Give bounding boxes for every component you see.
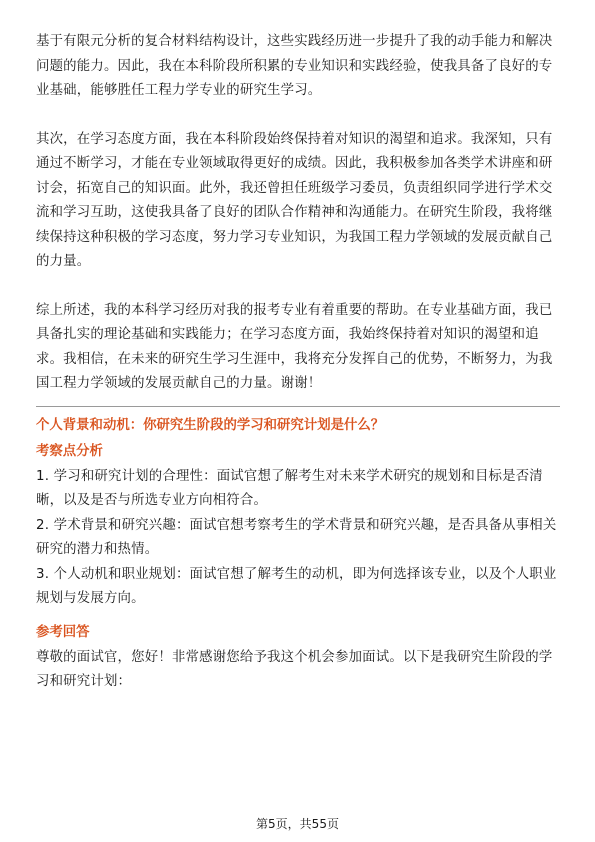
page-footer: 第5页，共55页 [256,817,339,831]
section-divider [36,406,560,407]
analysis-item: 1. 学习和研究计划的合理性：面试官想了解考生对未来学术研究的规划和目标是否清晰，以及是否与所选专业方向相符合。 [36,468,543,508]
analysis-item: 2. 学术背景和研究兴趣：面试官想考察考生的学术背景和研究兴趣，是否具备从事相关研究的潜力和热情。 [36,517,557,557]
analysis-item: 3. 个人动机和职业规划：面试官想了解考生的动机，即为何选择该专业，以及个人职业规划与发展方向。 [36,566,557,606]
analysis-title: 考察点分析 [36,443,103,459]
answer-text: 尊敬的面试官，您好！非常感谢您给予我这个机会参加面试。以下是我研究生阶段的学习和研究计划： [36,649,553,689]
body-paragraph: 综上所述，我的本科学习经历对我的报考专业有着重要的帮助。在专业基础方面，我已具备扎实的理论基础和实践能力；在学习态度方面，我始终保持着对知识的渴望和追求。我相信，在未来的研究生学习生涯中，我将充分发挥自己的优势，不断努力，为我国工程力学领域的发展贡献自己的力量。谢谢！ [36,302,553,391]
body-paragraph: 基于有限元分析的复合材料结构设计，这些实践经历进一步提升了我的动手能力和解决问题的能力。因此，我在本科阶段所积累的专业知识和实践经验，使我具备了良好的专业基础，能够胜任工程力学专业的研究生学习。 [36,34,553,98]
paragraph-gap [36,275,560,299]
paragraph-gap [36,104,560,128]
body-paragraph: 其次，在学习态度方面，我在本科阶段始终保持着对知识的渴望和追求。我深知，只有通过不断学习，才能在专业领域取得更好的成绩。因此，我积极参加各类学术讲座和研讨会，拓宽自己的知识面。此外，我还曾担任班级学习委员，负责组织同学进行学术交流和学习互助，这使我具备了良好的团队合作精神和沟通能力。在研究生阶段，我将继续保持这种积极的学习态度，努力学习专业知识，为我国工程力学领域的发展贡献自己的力量。 [36,131,553,269]
answer-title: 参考回答 [36,624,90,640]
document-body [36,30,560,695]
question-heading: 个人背景和动机：你研究生阶段的学习和研究计划是什么？ [36,417,385,433]
